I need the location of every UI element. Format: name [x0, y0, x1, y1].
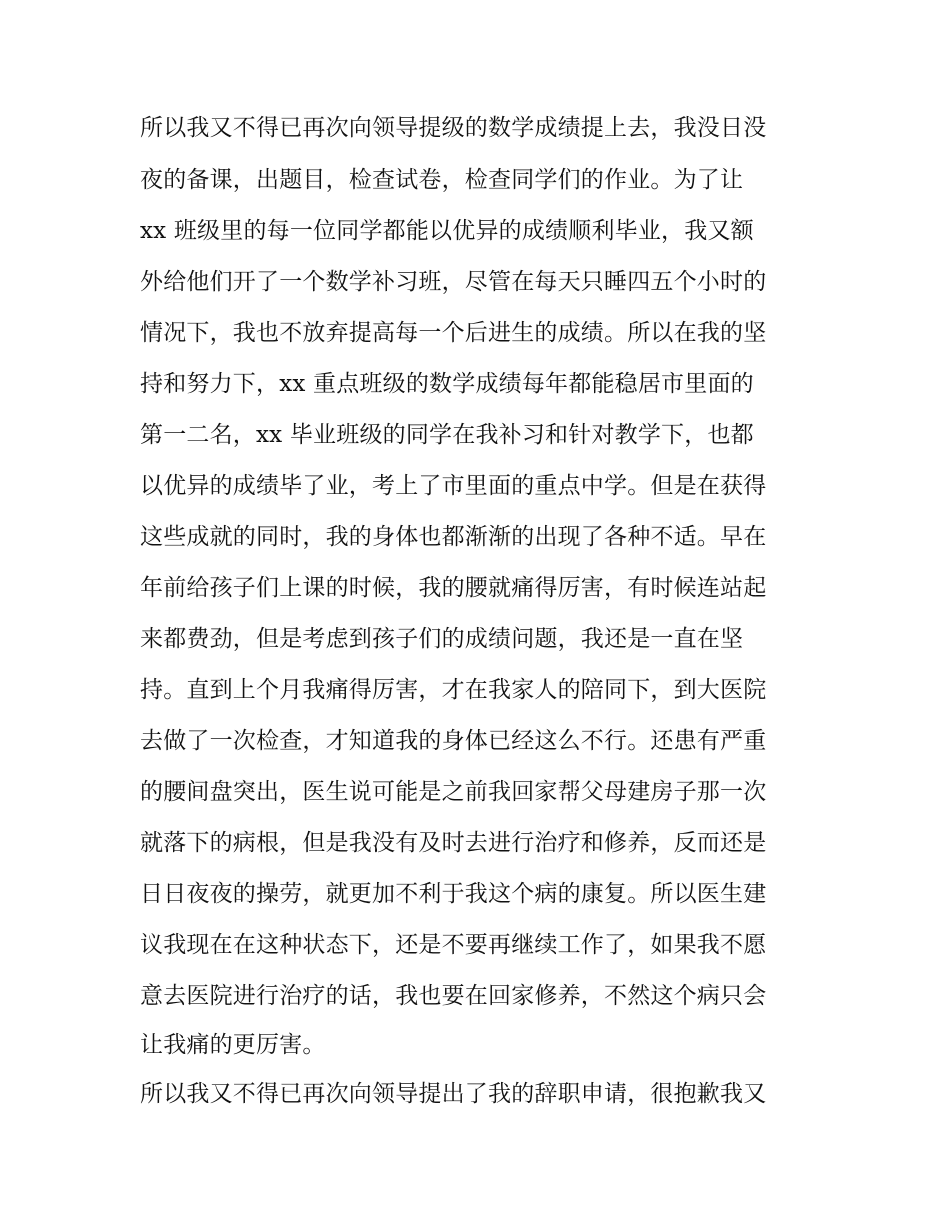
paragraph-line: 持和努力下，xx 重点班级的数学成绩每年都能稳居市里面的 — [140, 371, 754, 397]
paragraph-line: 让我痛的更厉害。 — [140, 1032, 326, 1058]
paragraph-line: 年前给孩子们上课的时候，我的腰就痛得厉害，有时候连站起 — [140, 575, 767, 601]
paragraph-line: 日日夜夜的操劳，就更加不利于我这个病的康复。所以医生建 — [140, 881, 767, 907]
paragraph-line: 这些成就的同时，我的身体也都渐渐的出现了各种不适。早在 — [140, 524, 767, 550]
paragraph-line: 来都费劲，但是考虑到孩子们的成绩问题，我还是一直在坚 — [140, 626, 744, 652]
paragraph-line: 外给他们开了一个数学补习班，尽管在每天只睡四五个小时的 — [140, 269, 767, 295]
paragraph-line: 夜的备课，出题目，检查试卷，检查同学们的作业。为了让 — [140, 167, 744, 193]
paragraph-line: 持。直到上个月我痛得厉害，才在我家人的陪同下，到大医院 — [140, 677, 767, 703]
paragraph-line: 情况下，我也不放弃提高每一个后进生的成绩。所以在我的坚 — [140, 320, 767, 346]
paragraph-line: 第一二名，xx 毕业班级的同学在我补习和针对教学下，也都 — [140, 422, 754, 448]
paragraph-line: xx 班级里的每一位同学都能以优异的成绩顺利毕业，我又额 — [140, 218, 754, 244]
paragraph-line: 以优异的成绩毕了业，考上了市里面的重点中学。但是在获得 — [140, 473, 767, 499]
paragraph-line: 就落下的病根，但是我没有及时去进行治疗和修养，反而还是 — [140, 830, 767, 856]
paragraph-line: 意去医院进行治疗的话，我也要在回家修养，不然这个病只会 — [140, 983, 767, 1009]
paragraph-line: 去做了一次检查，才知道我的身体已经这么不行。还患有严重 — [140, 728, 767, 754]
paragraph-line: 的腰间盘突出，医生说可能是之前我回家帮父母建房子那一次 — [140, 779, 767, 805]
paragraph-line: 所以我又不得已再次向领导提级的数学成绩提上去，我没日没 — [140, 115, 767, 141]
paragraph-line: 所以我又不得已再次向领导提出了我的辞职申请，很抱歉我又 — [140, 1081, 767, 1107]
paragraph-line: 议我现在在这种状态下，还是不要再继续工作了，如果我不愿 — [140, 932, 767, 958]
